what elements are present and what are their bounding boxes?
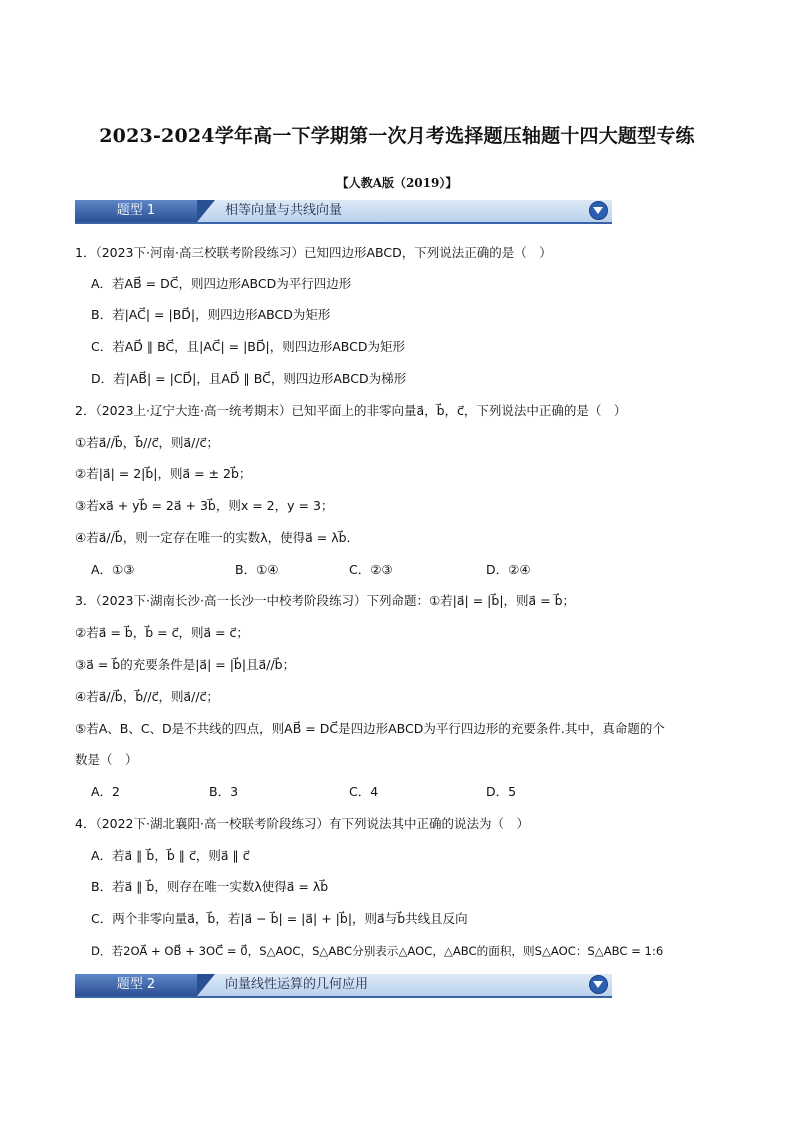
- section-banner-2: [75, 974, 612, 998]
- question-3-item-4: ④若a⃗//b⃗，b⃗//c⃗，则a⃗//c⃗；: [75, 689, 219, 704]
- question-3-choice-b: B．3: [209, 784, 239, 799]
- question-4-stem: 4．（2022下·湖北襄阳·高一校联考阶段练习）有下列说法其中正确的说法为（ ）: [75, 816, 529, 831]
- section-name: 向量线性运算的几何应用: [225, 977, 369, 992]
- question-4-option-c: C．两个非零向量a⃗，b⃗，若|a⃗ − b⃗| = |a⃗| + |b⃗|，则a⃗与b⃗共线且反向: [91, 911, 468, 926]
- question-2-choice-a: A．①③: [91, 562, 135, 577]
- question-1-stem: 1．（2023下·河南·高三校联考阶段练习）已知四边形ABCD，下列说法正确的是（ ）: [75, 245, 552, 260]
- question-1-option-b: B．若|AC⃗| = |BD⃗|，则四边形ABCD为矩形: [91, 307, 331, 322]
- section-name: 相等向量与共线向量: [225, 203, 343, 218]
- banner-notch: [197, 200, 215, 222]
- question-2-item-3: ③若xa⃗ + yb⃗ = 2a⃗ + 3b⃗，则x = 2，y = 3；: [75, 498, 334, 513]
- edition-label: 【人教A版（2019）】: [336, 176, 458, 190]
- question-1-option-c: C．若AD⃗ ∥ BC⃗，且|AC⃗| = |BD⃗|，则四边形ABCD为矩形: [91, 339, 405, 354]
- question-3-stem: 3．（2023下·湖南长沙·高一长沙一中校考阶段练习）下列命题：①若|a⃗| = |b⃗|，则a⃗ = b⃗；: [75, 593, 576, 608]
- question-4-option-b: B．若a⃗ ∥ b⃗，则存在唯一实数λ使得a⃗ = λb⃗: [91, 879, 329, 894]
- question-3-choice-a: A．2: [91, 784, 121, 799]
- question-2-choice-b: B．①④: [235, 562, 279, 577]
- chevron-down-icon[interactable]: [589, 975, 608, 994]
- section-banner-1: [75, 200, 612, 224]
- question-2-choice-c: C．②③: [349, 562, 393, 577]
- question-2-item-2: ②若|a⃗| = 2|b⃗|，则a⃗ = ± 2b⃗；: [75, 466, 252, 481]
- section-label: 题型 1: [75, 200, 197, 222]
- document-title: 2023-2024学年高一下学期第一次月考选择题压轴题十四大题型专练: [99, 125, 695, 147]
- question-4-option-a: A．若a⃗ ∥ b⃗，b⃗ ∥ c⃗，则a⃗ ∥ c⃗: [91, 848, 250, 863]
- question-2-choice-d: D．②④: [486, 562, 531, 577]
- question-2-item-4: ④若a⃗//b⃗，则一定存在唯一的实数λ，使得a⃗ = λb⃗.: [75, 530, 351, 545]
- question-3-item-5: ⑤若A、B、C、D是不共线的四点，则AB⃗ = DC⃗是四边形ABCD为平行四边形的充要条件.其中，真命题的个: [75, 721, 665, 736]
- question-4-option-d: D．若2OA⃗ + OB⃗ + 3OC⃗ = 0⃗，S△AOC，S△ABC分别表示△AOC，△ABC的面积，则S△AOC：S△ABC = 1:6: [91, 944, 664, 958]
- question-1-option-d: D．若|AB⃗| = |CD⃗|，且AD⃗ ∥ BC⃗，则四边形ABCD为梯形: [91, 371, 407, 386]
- question-2-item-1: ①若a⃗//b⃗，b⃗//c⃗，则a⃗//c⃗；: [75, 435, 219, 450]
- question-1-option-a: A．若AB⃗ = DC⃗，则四边形ABCD为平行四边形: [91, 276, 352, 291]
- question-3-item-5-cont: 数是（ ）: [75, 752, 138, 767]
- question-3-choice-d: D．5: [486, 784, 517, 799]
- banner-notch: [197, 974, 215, 996]
- chevron-down-icon[interactable]: [589, 201, 608, 220]
- question-3-choice-c: C．4: [349, 784, 379, 799]
- question-2-stem: 2．（2023上·辽宁大连·高一统考期末）已知平面上的非零向量a⃗，b⃗，c⃗，下列说法中正确的是（ ）: [75, 403, 627, 418]
- section-label: 题型 2: [75, 974, 197, 996]
- question-3-item-3: ③a⃗ = b⃗的充要条件是|a⃗| = |b⃗|且a⃗//b⃗；: [75, 657, 296, 672]
- question-3-item-2: ②若a⃗ = b⃗，b⃗ = c⃗，则a⃗ = c⃗；: [75, 625, 249, 640]
